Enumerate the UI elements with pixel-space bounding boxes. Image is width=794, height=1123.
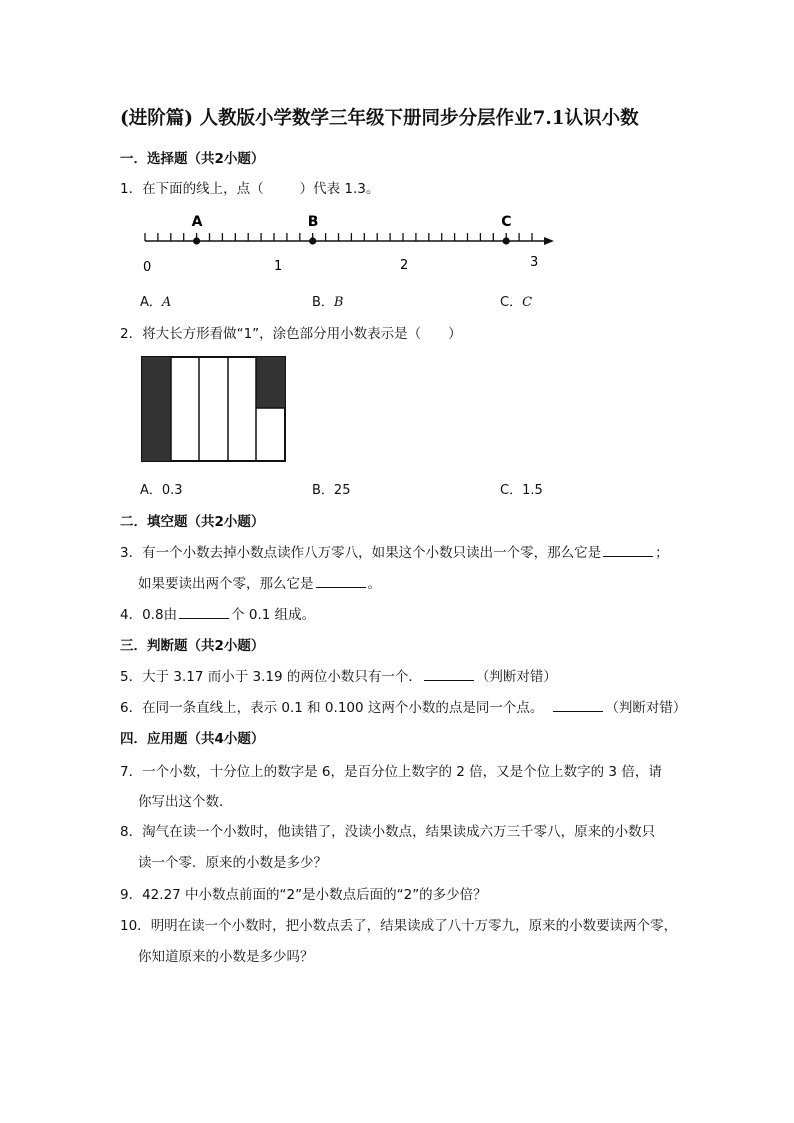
question-2 bbox=[120, 322, 462, 342]
question-text-pre: 在下面的线上，点（ bbox=[142, 181, 264, 197]
question-text: 将大长方形看做“1”，涂色部分用小数表示是（ ） bbox=[142, 326, 462, 342]
section-heading-fill: 二．填空题（共2小题） bbox=[120, 514, 265, 530]
section-heading-choice: 一．选择题（共2小题） bbox=[120, 151, 265, 167]
point-c bbox=[503, 237, 510, 244]
question-7-line-1 bbox=[120, 760, 662, 780]
question-number: 3． bbox=[120, 545, 143, 561]
question-number: 2． bbox=[120, 326, 143, 342]
question-3-line-1 bbox=[120, 541, 669, 561]
number-line-arrow bbox=[544, 237, 554, 245]
question-9 bbox=[120, 883, 487, 903]
question-text-post: 个 0.1 组成。 bbox=[231, 607, 316, 623]
question-suffix: （判断对错） bbox=[605, 700, 687, 716]
q2-option-c[interactable] bbox=[500, 479, 543, 498]
question-10-line-1 bbox=[120, 914, 677, 934]
q1-option-c[interactable] bbox=[500, 291, 532, 310]
number-line-figure bbox=[140, 208, 560, 278]
question-3-line-2 bbox=[138, 572, 381, 592]
question-5 bbox=[120, 665, 557, 685]
tick-label-0: 0 bbox=[143, 260, 152, 275]
tick-label-3: 3 bbox=[530, 255, 539, 270]
option-letter: C． bbox=[500, 295, 523, 310]
question-7-line-2: 你写出这个数． bbox=[138, 794, 233, 810]
question-number: 9． bbox=[120, 887, 143, 903]
option-value: A bbox=[161, 295, 172, 310]
option-value: C bbox=[522, 295, 533, 310]
question-text-pre: 0.8由 bbox=[142, 607, 178, 623]
question-number: 5． bbox=[120, 669, 143, 685]
option-letter: C． bbox=[500, 483, 523, 498]
point-label-b: B bbox=[307, 214, 319, 230]
question-number: 7． bbox=[120, 764, 143, 780]
question-text-post: ）代表 1.3。 bbox=[299, 181, 380, 197]
punctuation: ； bbox=[655, 545, 669, 561]
question-8-line-1 bbox=[120, 820, 655, 840]
question-10-line-2: 你知道原来的小数是多少吗？ bbox=[138, 949, 314, 965]
option-letter: B． bbox=[312, 295, 334, 310]
question-number: 4． bbox=[120, 607, 143, 623]
punctuation: 。 bbox=[367, 576, 381, 592]
answer-blank[interactable] bbox=[424, 666, 474, 681]
question-6 bbox=[120, 696, 686, 716]
question-1 bbox=[120, 177, 379, 197]
point-a bbox=[193, 237, 200, 244]
answer-blank[interactable] bbox=[179, 604, 229, 619]
question-text: 淘气在读一个小数时，他读错了，没读小数点，结果读成六万三千零八，原来的小数只 bbox=[142, 824, 656, 840]
question-text: 明明在读一个小数时，把小数点丢了，结果读成了八十万零九，原来的小数要读两个零， bbox=[150, 918, 678, 934]
question-text: 在同一条直线上，表示 0.1 和 0.100 这两个小数的点是同一个点。 bbox=[142, 700, 544, 716]
q2-option-a[interactable] bbox=[140, 479, 183, 498]
tick-label-2: 2 bbox=[400, 258, 409, 273]
answer-blank[interactable] bbox=[316, 573, 366, 588]
question-number: 6． bbox=[120, 700, 143, 716]
shaded-column bbox=[142, 357, 171, 461]
question-text: 一个小数，十分位上的数字是 6，是百分位上数字的 2 倍，又是个位上数字的 3 倍，请 bbox=[142, 764, 662, 780]
question-number: 10． bbox=[120, 918, 151, 934]
option-letter: A． bbox=[140, 483, 162, 498]
question-text: 42.27 中小数点前面的“2”是小数点后面的“2”的多少倍？ bbox=[142, 887, 487, 903]
question-4 bbox=[120, 603, 315, 623]
shaded-half-column bbox=[256, 357, 285, 408]
question-suffix: （判断对错） bbox=[475, 669, 557, 685]
option-letter: A． bbox=[140, 295, 162, 310]
tick-label-1: 1 bbox=[274, 259, 283, 274]
option-value: B bbox=[333, 295, 344, 310]
q1-option-b[interactable] bbox=[312, 291, 343, 310]
question-text: 如果要读出两个零，那么它是 bbox=[138, 576, 314, 592]
option-letter: B． bbox=[312, 483, 334, 498]
question-text: 有一个小数去掉小数点读作八万零八，如果这个小数只读出一个零，那么它是 bbox=[142, 545, 602, 561]
section-heading-application: 四．应用题（共4小题） bbox=[120, 731, 265, 747]
page-title: (进阶篇) 人教版小学数学三年级下册同步分层作业7.1认识小数 bbox=[120, 108, 639, 129]
point-label-c: C bbox=[501, 214, 512, 230]
question-number: 8． bbox=[120, 824, 143, 840]
rectangle-figure bbox=[140, 355, 290, 465]
question-8-line-2: 读一个零．原来的小数是多少？ bbox=[138, 855, 327, 871]
answer-blank[interactable] bbox=[553, 697, 603, 712]
question-text: 大于 3.17 而小于 3.19 的两位小数只有一个． bbox=[142, 669, 422, 685]
option-value: 1.5 bbox=[522, 483, 543, 498]
q2-option-b[interactable] bbox=[312, 479, 350, 498]
section-heading-judge: 三．判断题（共2小题） bbox=[120, 638, 265, 654]
answer-blank[interactable] bbox=[603, 542, 653, 557]
option-value: 25 bbox=[333, 483, 351, 498]
option-value: 0.3 bbox=[161, 483, 183, 498]
point-label-a: A bbox=[191, 214, 203, 230]
point-b bbox=[309, 237, 316, 244]
question-number: 1． bbox=[120, 181, 143, 197]
number-line-ticks bbox=[145, 233, 532, 241]
q1-option-a[interactable] bbox=[140, 291, 171, 310]
